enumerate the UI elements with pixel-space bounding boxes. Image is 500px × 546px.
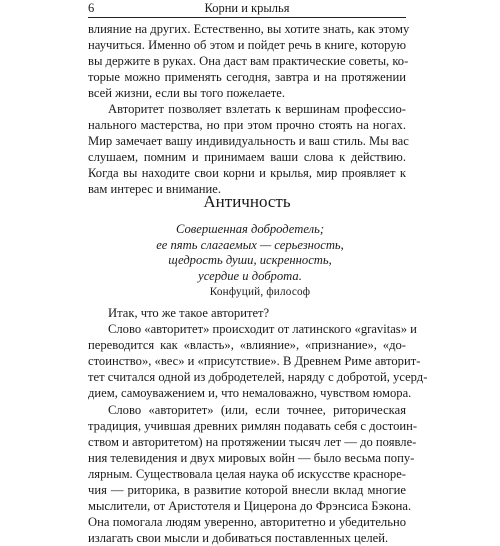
paragraph bbox=[88, 101, 409, 198]
text-line: влияние на других. Естественно, вы хотите знать, как этому bbox=[88, 22, 410, 36]
epigraph-line: щедрость души, искренность, bbox=[168, 253, 332, 268]
text-line: всей жизни, если вы того пожелаете. bbox=[88, 86, 285, 101]
text-line: стоинство», «вес» и «присутствие». В Древнем Риме авторит- bbox=[88, 354, 421, 369]
text-line: нального мастерства, но при этом прочно стоять на ногах. bbox=[88, 118, 406, 133]
epigraph-line: ее пять слагаемых — серьезность, bbox=[156, 237, 344, 252]
text-line: лярным. Существовала целая наука об искусстве красноре- bbox=[88, 466, 406, 481]
intro-paragraph-authority bbox=[88, 101, 409, 198]
paragraph bbox=[88, 402, 418, 546]
running-header bbox=[88, 0, 406, 18]
text-line: Слово «авторитет» происходит от латинского «gravitas» и bbox=[108, 322, 417, 337]
text-line: Она помогала людям уверенно, авторитетно и убедительно bbox=[88, 515, 406, 530]
text-line: Слово «авторитет» (или, если точнее, риторическая bbox=[108, 402, 406, 417]
text-line: Мир замечает вашу индивидуальность и ваш стиль. Мы вас bbox=[88, 134, 409, 149]
text-line: научиться. Именно об этом и пойдет речь в книге, которую bbox=[88, 38, 406, 53]
text-line: слушаем, помним и принимаем ваши слова к действию. bbox=[88, 150, 406, 165]
text-line: Авторитет позволяет взлетать к вершинам профессио- bbox=[108, 102, 406, 116]
text-line: вы держите в руках. Она даст вам практические советы, ко- bbox=[88, 54, 409, 69]
text-line: чия — риторика, в развитие которой внесли вклад многие bbox=[88, 483, 406, 498]
text-line: вам интерес и внимание. bbox=[88, 182, 222, 197]
text-line: Когда вы находите свои корни и крылья, мир проявляет к bbox=[88, 166, 406, 181]
intro-paragraph-continued bbox=[88, 21, 410, 101]
page-number: 6 bbox=[88, 1, 95, 15]
text-line: мыслители, от Аристотеля и Цицерона до Фрэнсиса Бэкона. bbox=[88, 499, 412, 514]
text-line: тет считался одной из добродетелей, наряду с добротой, усерд- bbox=[88, 370, 428, 385]
epigraph-line: Совершенная добродетель; bbox=[175, 222, 325, 236]
paragraph bbox=[88, 305, 406, 321]
text-line: ния телевидения и двух мировых войн — было весьма попу- bbox=[88, 450, 415, 465]
text-line: переводится как «власть», «влияние», «признание», «до- bbox=[88, 338, 406, 353]
epigraph-attribution: Конфуций, философ bbox=[209, 286, 311, 298]
running-title: Корни и крылья bbox=[204, 1, 290, 15]
text-line: ством и авторитетом) на протяжении тысяч лет — до появле- bbox=[88, 434, 417, 449]
paragraph bbox=[88, 21, 410, 101]
text-line: Итак, что же такое авторитет? bbox=[108, 306, 270, 320]
text-line: торые можно применять сегодня, завтра и на протяжении bbox=[88, 70, 406, 85]
text-line: дием, самоуважением и, что немаловажно, чувством юмора. bbox=[88, 386, 412, 401]
text-line: традиция, учившая древних римлян подавать себя с достоин- bbox=[88, 418, 418, 433]
section-heading: Античность bbox=[203, 192, 291, 211]
text-line: излагать свои мысли и добиваться поставленных целей. bbox=[88, 531, 389, 546]
epigraph-quote bbox=[130, 222, 370, 284]
section-body bbox=[88, 305, 428, 546]
epigraph-line: усердие и доброта. bbox=[198, 268, 302, 283]
paragraph bbox=[88, 321, 428, 401]
